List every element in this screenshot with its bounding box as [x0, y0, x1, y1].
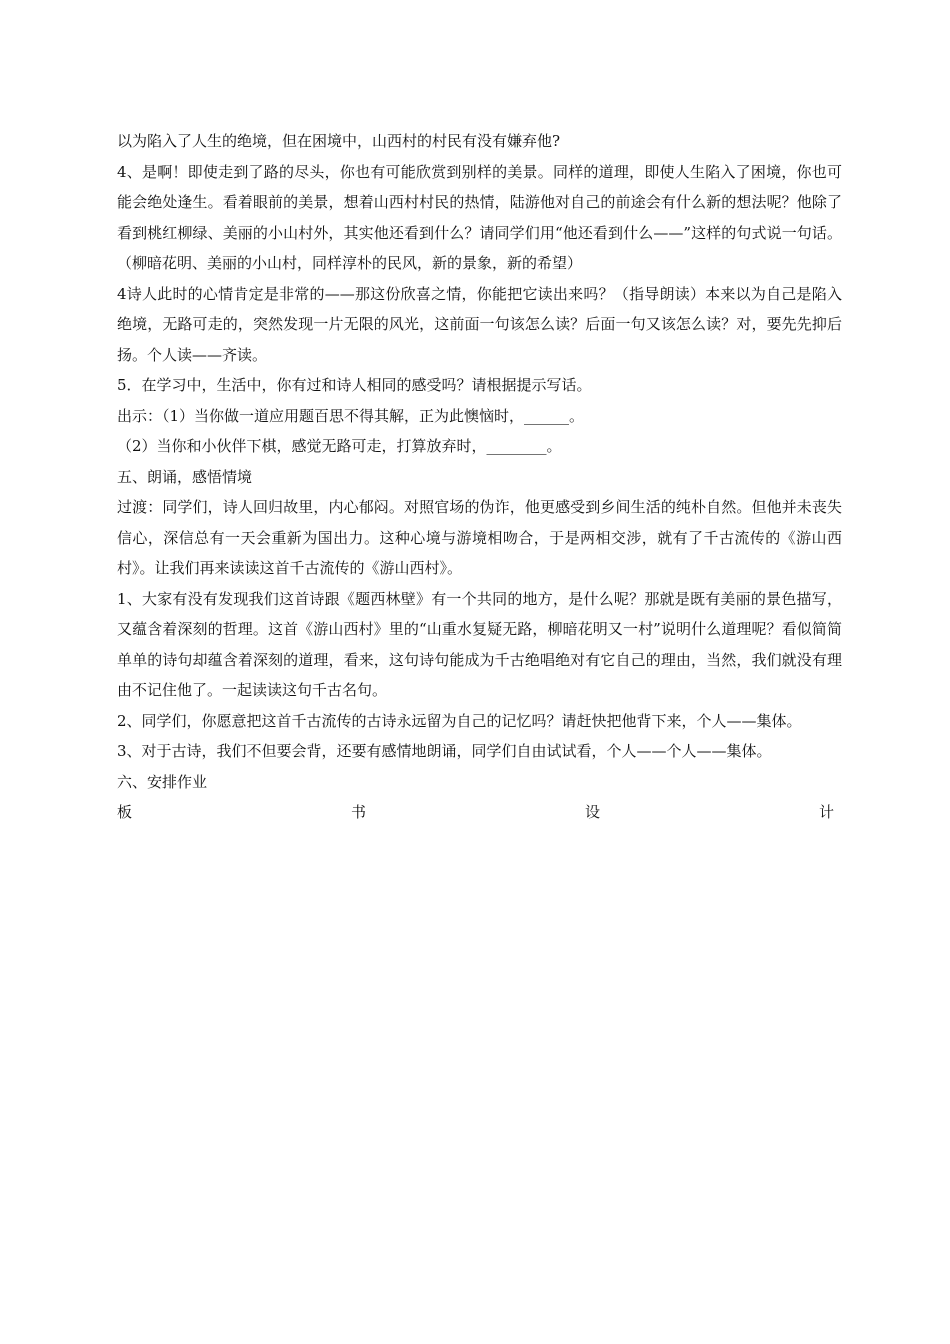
paragraph-transition: 过渡：同学们，诗人回归故里，内心郁闷。对照官场的伪诈，他更感受到乡间生活的纯朴自然。但他并未丧失信心，深信总有一天会重新为国出力。这种心境与游境相吻合，于是两相交涉，就有了千古流传的《游山西村》。让我们再来读读这首千古流传的《游山西村》。	[117, 498, 842, 577]
section-heading-5: 五、朗诵，感悟情境	[117, 467, 253, 486]
board-title-char: 计	[818, 803, 834, 821]
paragraph-item-2-memorize: 2、同学们，你愿意把这首千古流传的古诗永远留为自己的记忆吗？请赶快把他背下来，个人——集体。	[117, 711, 802, 730]
board-design-title	[117, 797, 834, 828]
document-body	[117, 126, 842, 828]
paragraph-example-1: 出示：（1）当你做一道应用题百思不得其解，正为此懊恼时，______。	[117, 406, 585, 425]
board-title-char: 板	[117, 803, 133, 821]
board-title-char: 设	[584, 803, 600, 821]
paragraph-item-4-reading: 4诗人此时的心情肯定是非常的——那这份欣喜之情，你能把它读出来吗？（指导朗读）本来以为自己是陷入绝境，无路可走的，突然发现一片无限的风光，这前面一句该怎么读？后面一句又该怎么读？对，要先先抑后扬。个人读——齐读。	[117, 284, 842, 364]
paragraph-continuation: 以为陷入了人生的绝境，但在困境中，山西村的村民有没有嫌弃他?	[117, 132, 561, 150]
paragraph-item-5-prompt: 5．在学习中，生活中，你有过和诗人相同的感受吗？请根据提示写话。	[117, 376, 592, 394]
section-heading-6: 六、安排作业	[117, 772, 208, 791]
paragraph-item-4-scenery: 4、是啊！即使走到了路的尽头，你也有可能欣赏到别样的美景。同样的道理，即使人生陷入了困境，你也可能会绝处逢生。看着眼前的美景，想着山西村村民的热情，陆游他对自己的前途会有什么新的想法呢？他除了看到桃红柳绿、美丽的小山村外，其实他还看到什么？请同学们用“他还看到什么——”这样的句式说一句话。（柳暗花明、美丽的小山村，同样淳朴的民风，新的景象，新的希望）	[117, 162, 842, 272]
paragraph-item-3-recite: 3、对于古诗，我们不但要会背，还要有感情地朗诵，同学们自由试试看，个人——个人——集体。	[117, 742, 772, 760]
board-title-char: 书	[350, 803, 366, 821]
paragraph-example-2: （2）当你和小伙伴下棋，感觉无路可走，打算放弃时，________。	[117, 437, 562, 455]
paragraph-item-1-poem: 1、大家有没有发现我们这首诗跟《题西林壁》有一个共同的地方，是什么呢？那就是既有美丽的景色描写，又蕴含着深刻的哲理。这首《游山西村》里的“山重水复疑无路，柳暗花明又一村”说明什么道理呢？看似简简单单的诗句却蕴含着深刻的道理，看来，这句诗句能成为千古绝唱绝对有它自己的理由，当然，我们就没有理由不记住他了。一起读读这句千古名句。	[117, 589, 842, 699]
